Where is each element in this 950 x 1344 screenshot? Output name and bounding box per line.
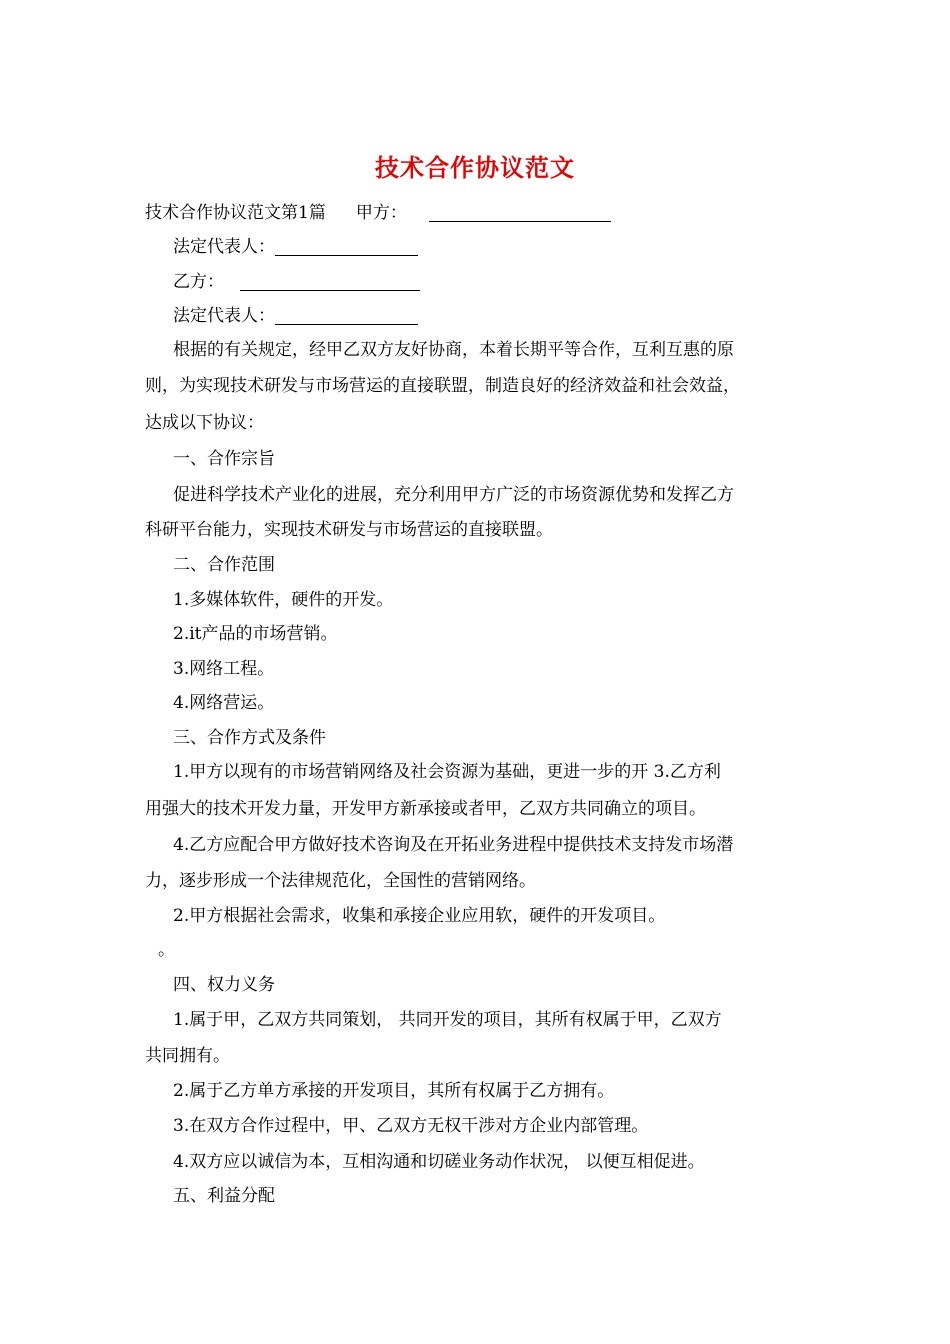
party-b-blank <box>240 270 420 291</box>
section-4-line-1: 1.属于甲，乙双方共同策划， 共同开发的项目，其所有权属于甲，乙双方 <box>173 1010 722 1030</box>
party-b-line <box>173 268 815 296</box>
section-2-item-4: 4.网络营运。 <box>173 693 275 713</box>
intro-line-3: 达成以下协议： <box>145 413 264 433</box>
party-a-blank <box>429 201 611 222</box>
legal-rep-line-2 <box>173 302 815 330</box>
section-4-line-2: 共同拥有。 <box>145 1046 230 1066</box>
legal-rep-label-1: 法定代表人： <box>173 237 275 257</box>
legal-rep-line-1 <box>173 233 815 261</box>
section-2-item-2: 2.it产品的市场营销。 <box>173 624 338 644</box>
section-3-line-1: 1.甲方以现有的市场营销网络及社会资源为基础，更进一步的开 3.乙方利 <box>173 762 721 782</box>
legal-rep-blank-2 <box>275 304 418 325</box>
party-b-label: 乙方： <box>173 272 224 292</box>
section-1-body-2: 科研平台能力，实现技术研发与市场营运的直接联盟。 <box>145 520 553 540</box>
intro-line-1: 根据的有关规定，经甲乙双方友好协商，本着长期平等合作，互利互惠的原 <box>173 340 734 360</box>
section-1-heading: 一、合作宗旨 <box>173 449 275 469</box>
section-2-item-3: 3.网络工程。 <box>173 659 275 679</box>
party-a-label: 甲方： <box>355 203 407 223</box>
intro-line-2: 则，为实现技术研发与市场营运的直接联盟，制造良好的经济效益和社会效益， <box>145 376 740 396</box>
section-1-body-1: 促进科学技术产业化的进展，充分利用甲方广泛的市场资源优势和发挥乙方 <box>173 485 734 505</box>
legal-rep-label-2: 法定代表人： <box>173 306 275 326</box>
section-5-heading: 五、利益分配 <box>173 1186 275 1206</box>
section-4-line-3: 2.属于乙方单方承接的开发项目，其所有权属于乙方拥有。 <box>173 1081 615 1101</box>
legal-rep-blank-1 <box>275 235 418 256</box>
section-2-heading: 二、合作范围 <box>173 555 275 575</box>
section-4-heading: 四、权力义务 <box>173 975 275 995</box>
section-3-line-6: 。 <box>158 940 175 960</box>
section-3-line-4: 力，逐步形成一个法律规范化，全国性的营销网络。 <box>145 871 536 891</box>
document-subtitle: 技术合作协议范文第1篇 <box>145 203 326 223</box>
section-3-line-5: 2.甲方根据社会需求，收集和承接企业应用软，硬件的开发项目。 <box>173 906 666 926</box>
section-4-line-4: 3.在双方合作过程中，甲、乙双方无权干涉对方企业内部管理。 <box>173 1116 649 1136</box>
document-title: 技术合作协议范文 <box>375 153 575 182</box>
section-3-heading: 三、合作方式及条件 <box>173 728 326 748</box>
section-3-line-2: 用强大的技术开发力量，开发甲方新承接或者甲，乙双方共同确立的项目。 <box>145 799 706 819</box>
section-2-item-1: 1.多媒体软件，硬件的开发。 <box>173 590 394 610</box>
header-line <box>145 199 815 227</box>
section-3-line-3: 4.乙方应配合甲方做好技术咨询及在开拓业务进程中提供技术支持发市场潜 <box>173 835 734 855</box>
section-4-line-5: 4.双方应以诚信为本，互相沟通和切磋业务动作状况， 以便互相促进。 <box>173 1152 705 1172</box>
